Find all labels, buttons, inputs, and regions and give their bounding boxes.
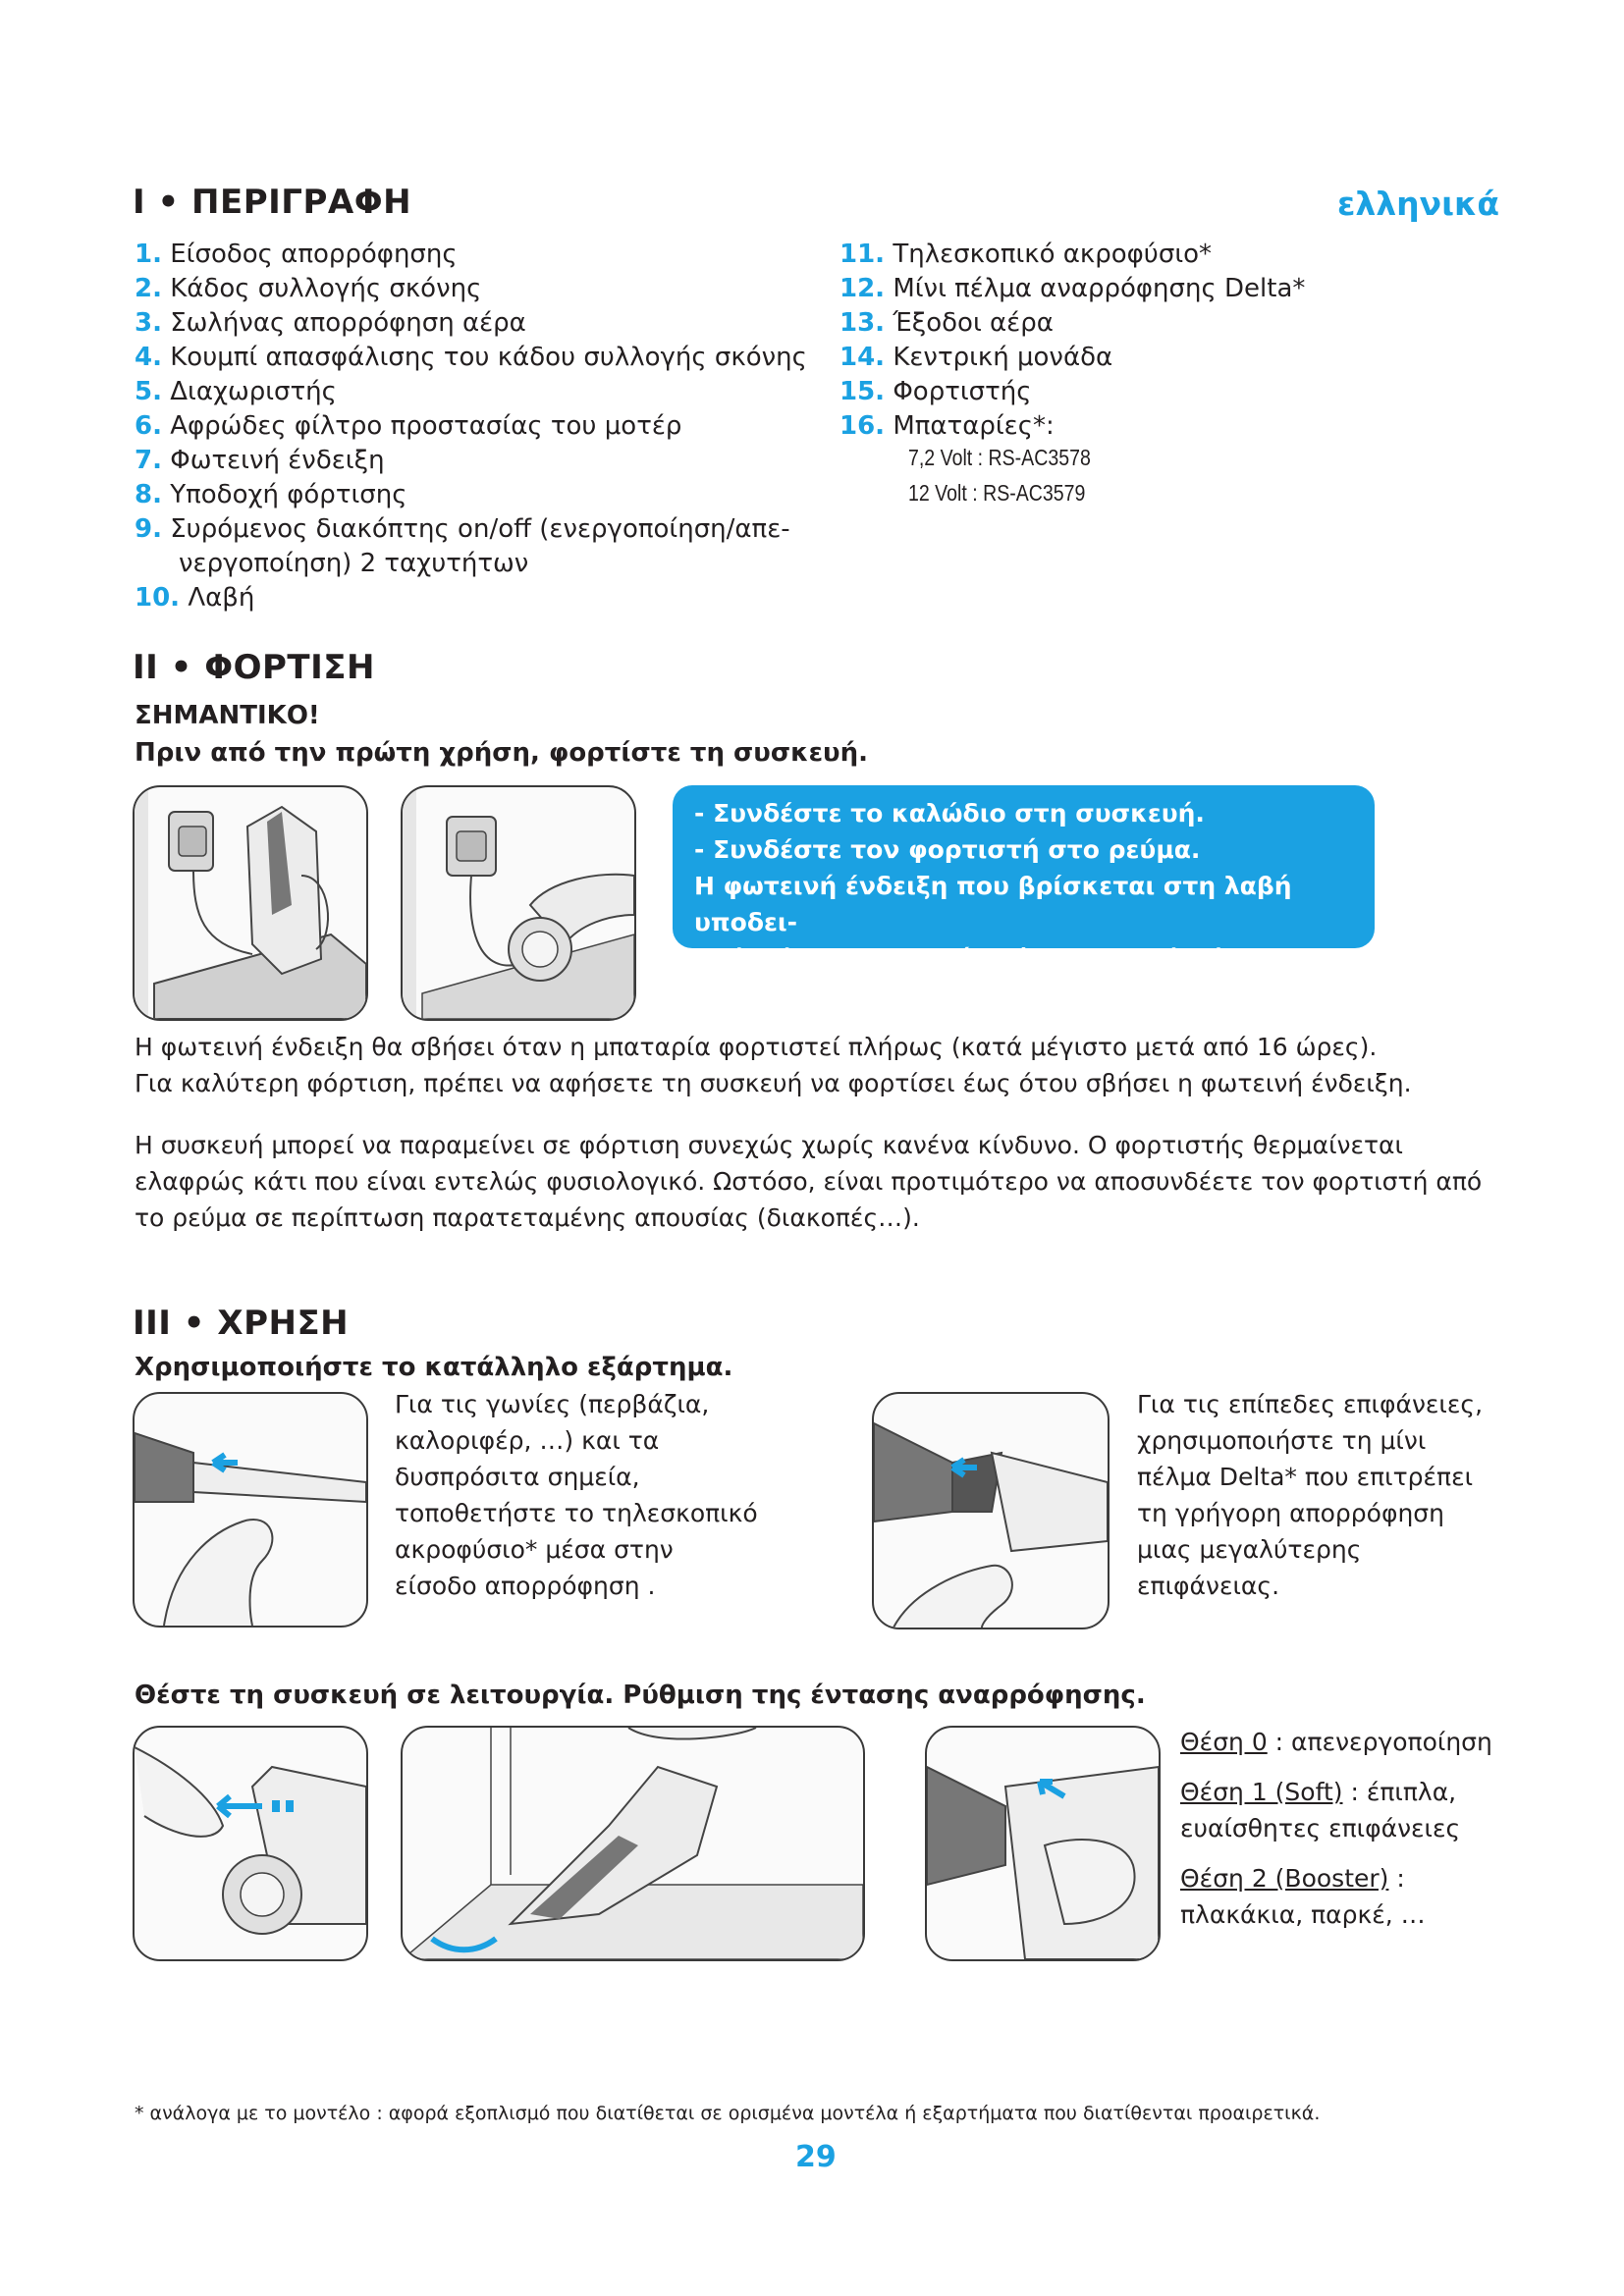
illustration-charging-upright bbox=[133, 785, 368, 1021]
instruction-line: - Συνδέστε τον φορτιστή στο ρεύμα. bbox=[694, 835, 1201, 864]
corner-cleaning-icon bbox=[403, 1728, 863, 1959]
instruction-line: Η φωτεινή ένδειξη που βρίσκεται στη λαβή υποδει- bbox=[694, 872, 1292, 936]
list-item: 14. Κεντρική μονάδα bbox=[839, 343, 1113, 372]
speed-positions: Θέση 0 : απενεργοποίηση Θέση 1 (Soft) : έπιπλα, ευαίσθητες επιφάνειες Θέση 2 (Booster) : πλακάκια, παρκέ, … bbox=[1180, 1724, 1492, 1933]
list-item: 15. Φορτιστής bbox=[839, 377, 1032, 406]
position-1: Θέση 1 (Soft) : έπιπλα, bbox=[1180, 1778, 1457, 1806]
list-item: 4. Κουμπί απασφάλισης του κάδου συλλογής σκόνης bbox=[135, 343, 807, 372]
illustration-corner-cleaning bbox=[401, 1726, 865, 1961]
list-item: 10. Λαβή bbox=[135, 583, 255, 613]
switch-on-icon bbox=[135, 1728, 366, 1959]
list-item-continuation: νεργοποίηση) 2 ταχυτήτων bbox=[179, 549, 529, 578]
list-item: 12. Μίνι πέλμα αναρρόφησης Delta* bbox=[839, 274, 1306, 303]
telescopic-nozzle-text: Για τις γωνίες (περβάζια, καλοριφέρ, …) και τα δυσπρόσιτα σημεία, τοποθετήστε το τηλεσκοπικό ακροφύσιο* μέσα στην είσοδο απορρόφηση . bbox=[395, 1390, 758, 1600]
instruction-line: - Συνδέστε το καλώδιο στη συσκευή. bbox=[694, 799, 1205, 828]
list-item: 3. Σωλήνας απορρόφηση αέρα bbox=[135, 308, 526, 338]
parts-list-left bbox=[135, 238, 822, 615]
handheld-charging-icon bbox=[403, 787, 634, 1019]
illustration-telescopic-nozzle bbox=[133, 1392, 368, 1628]
important-text: Πριν από την πρώτη χρήση, φορτίστε τη συσκευή. bbox=[135, 738, 868, 768]
operation-subheading: Θέστε τη συσκευή σε λειτουργία. Ρύθμιση της έντασης αναρρόφησης. bbox=[135, 1681, 1146, 1710]
list-item: 2. Κάδος συλλογής σκόνης bbox=[135, 274, 482, 303]
charging-paragraph-2: Η συσκευή μπορεί να παραμείνει σε φόρτιση συνεχώς χωρίς κανένα κίνδυνο. Ο φορτιστής θερμαίνεται ελαφρώς κάτι που είναι εντελώς φυσιολογικό. Ωστόσο, είναι προτιμότερο να αποσυνδέετε τον φορτιστή από το ρεύμα σε περίπτωση παρατεταμένης απουσίας (διακοπές…). bbox=[135, 1131, 1483, 1232]
section-3-heading: III • ΧΡΗΣΗ bbox=[133, 1304, 350, 1343]
illustration-charging-handheld bbox=[401, 785, 636, 1021]
section-1-heading: I • ΠΕΡΙΓΡΑΦΗ bbox=[133, 183, 412, 222]
charging-instructions-box bbox=[673, 785, 1375, 973]
position-0: Θέση 0 : απενεργοποίηση bbox=[1180, 1728, 1492, 1756]
list-item: 1. Είσοδος απορρόφησης bbox=[135, 240, 458, 269]
list-item: 9. Συρόμενος διακόπτης on/off (ενεργοποίηση/απε- bbox=[135, 514, 790, 544]
charging-paragraph-1: Η φωτεινή ένδειξη θα σβήσει όταν η μπαταρία φορτιστεί πλήρως (κατά μέγιστο μετά από 16 ώρες). Για καλύτερη φόρτιση, πρέπει να αφήσετε τη συσκευή να φορτίσει έως ότου σβήσει η φωτεινή ένδειξη. bbox=[135, 1033, 1412, 1097]
battery-spec: 7,2 Volt : RS-AC3578 bbox=[908, 445, 1091, 470]
battery-spec: 12 Volt : RS-AC3579 bbox=[908, 480, 1086, 506]
position-2: Θέση 2 (Booster) : bbox=[1180, 1864, 1405, 1893]
list-item: 13. Έξοδοι αέρα bbox=[839, 308, 1054, 338]
accessory-subheading: Χρησιμοποιήστε το κατάλληλο εξάρτημα. bbox=[135, 1353, 733, 1382]
page-number: 29 bbox=[795, 2140, 837, 2174]
instruction-line: κνύει ότι η συσκευή βρίσκεται υπό φόρτιση. bbox=[694, 944, 1314, 973]
footnote: * ανάλογα με το μοντέλο : αφορά εξοπλισμό που διατίθεται σε ορισμένα μοντέλα ή εξαρτήματα που διατίθενται προαιρετικά. bbox=[135, 2103, 1321, 2124]
list-item: 11. Τηλεσκοπικό ακροφύσιο* bbox=[839, 240, 1213, 269]
illustration-switch bbox=[133, 1726, 368, 1961]
important-label: ΣΗΜΑΝΤΙΚΟ! bbox=[135, 701, 320, 730]
illustration-delta-foot bbox=[872, 1392, 1110, 1629]
speed-selector-icon bbox=[927, 1728, 1159, 1959]
list-item: 8. Υποδοχή φόρτισης bbox=[135, 480, 407, 509]
language-label: ελληνικά bbox=[1337, 185, 1500, 223]
list-item: 7. Φωτεινή ένδειξη bbox=[135, 446, 385, 475]
telescopic-nozzle-icon bbox=[135, 1394, 366, 1626]
parts-list-right bbox=[839, 238, 1389, 444]
illustration-speed-selector bbox=[925, 1726, 1161, 1961]
vacuum-charging-icon bbox=[135, 787, 366, 1019]
list-item: 5. Διαχωριστής bbox=[135, 377, 337, 406]
delta-foot-text: Για τις επίπεδες επιφάνειες, χρησιμοποιήστε τη μίνι πέλμα Delta* που επιτρέπει τη γρήγορη απορρόφηση μιας μεγαλύτερης επιφάνειας. bbox=[1137, 1390, 1484, 1600]
list-item: 16. Μπαταρίες*: bbox=[839, 411, 1055, 441]
section-2-heading: II • ΦΟΡΤΙΣΗ bbox=[133, 648, 375, 687]
delta-foot-icon bbox=[874, 1394, 1108, 1628]
list-item: 6. Αφρώδες φίλτρο προστασίας του μοτέρ bbox=[135, 411, 682, 441]
